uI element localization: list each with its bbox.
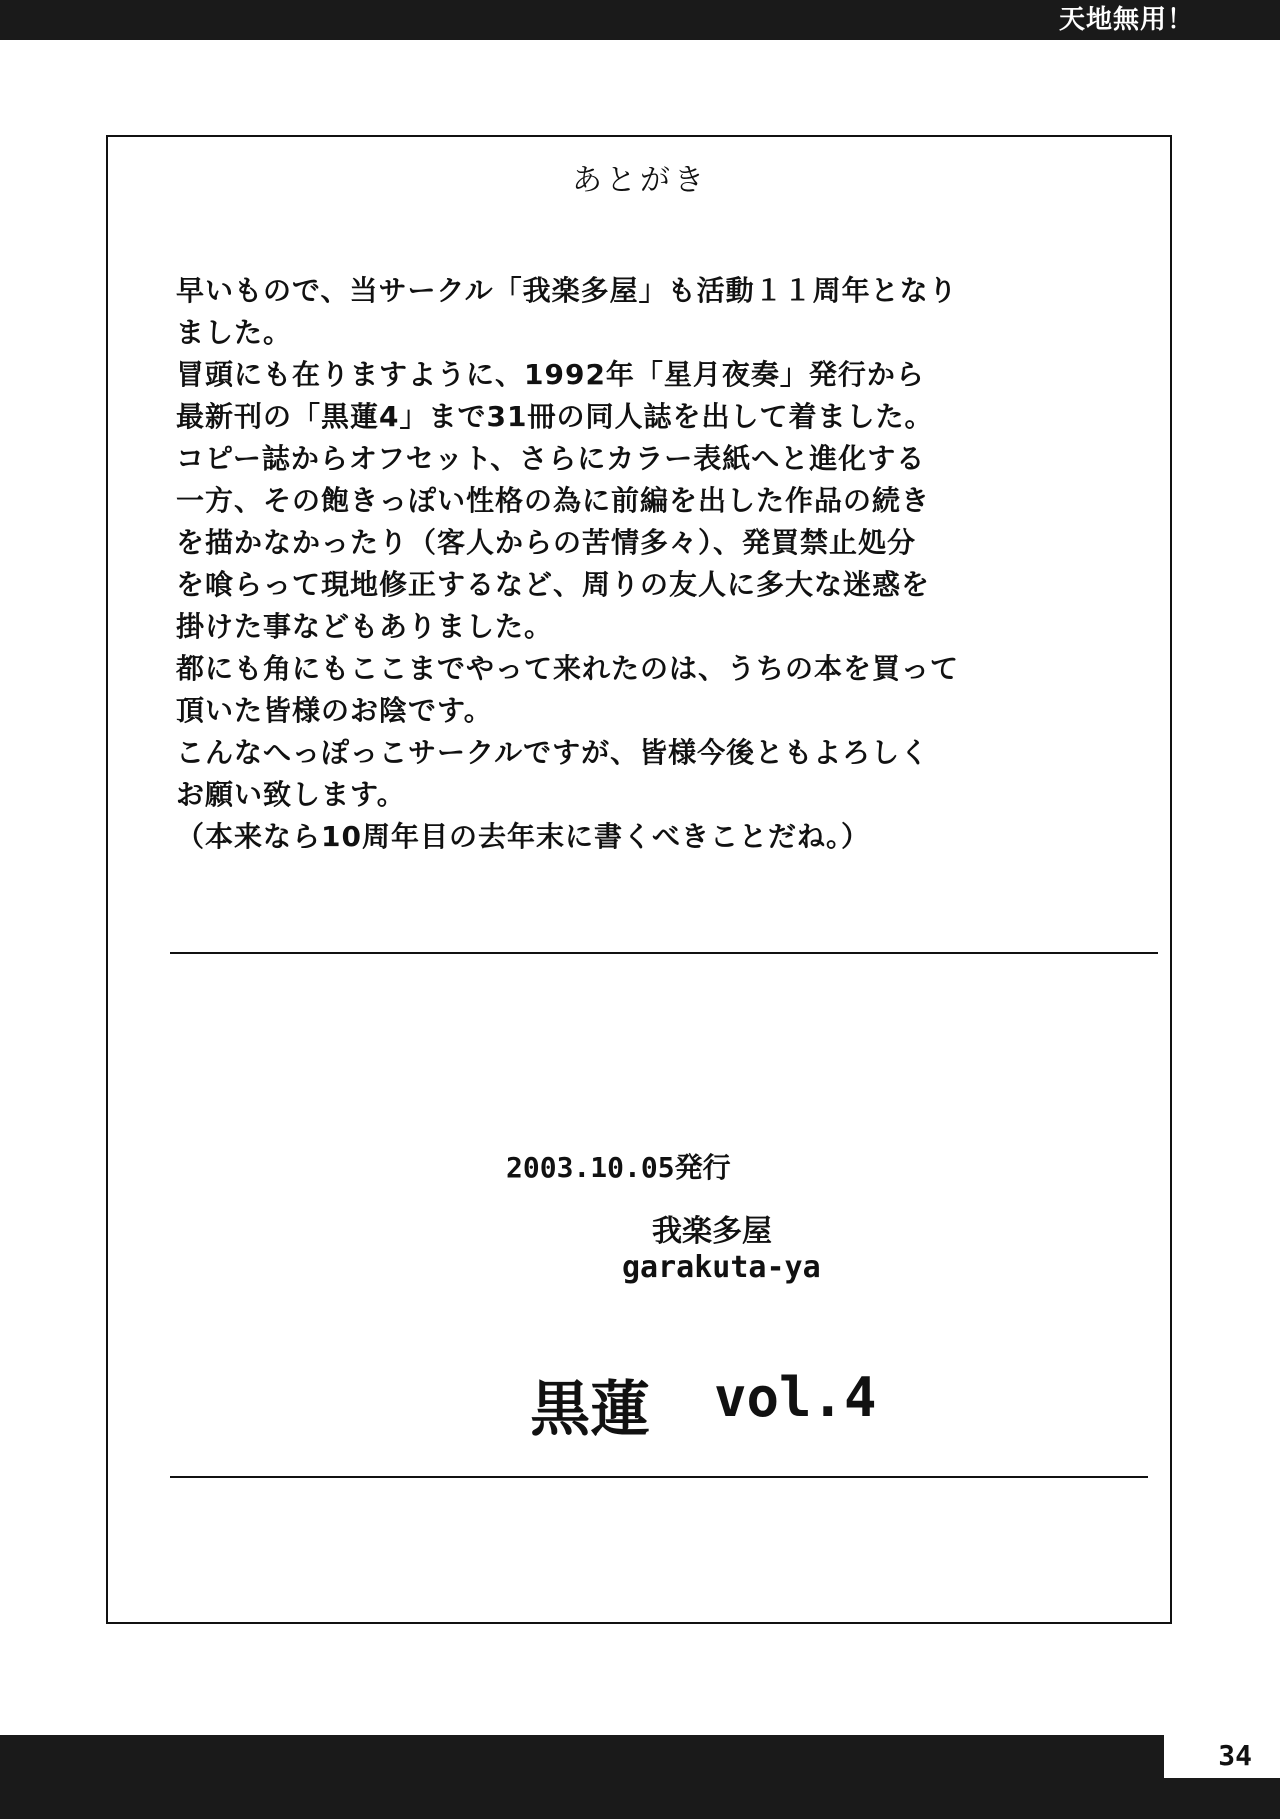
- afterword-heading: あとがき: [572, 163, 708, 198]
- section-divider: [170, 952, 1158, 954]
- afterword-line: を描かなかったり（客人からの苦情多々）、発買禁止処分: [176, 526, 917, 559]
- book-title: 黒蓮: [530, 1375, 650, 1445]
- page-number: 34: [1218, 1739, 1252, 1772]
- circle-romaji: garakuta-ya: [622, 1250, 821, 1285]
- publish-date: 2003.10.05発行: [506, 1151, 731, 1184]
- circle-name: 我楽多屋: [652, 1214, 772, 1249]
- afterword-line: 頂いた皆様のお陰です。: [176, 694, 493, 727]
- afterword-line: 最新刊の「黒蓮4」まで31冊の同人誌を出して着ました。: [176, 400, 934, 433]
- afterword-line: こんなへっぽっこサークルですが、皆様今後ともよろしく: [176, 736, 930, 769]
- footer-bar: [0, 1735, 1280, 1819]
- afterword-line: 一方、その飽きっぽい性格の為に前編を出した作品の続き: [176, 484, 931, 517]
- book-volume: vol.4: [714, 1366, 877, 1429]
- afterword-line: 掛けた事などもありました。: [176, 610, 554, 643]
- afterword-line: 早いもので、当サークル「我楽多屋」も活動１１周年となり: [176, 274, 958, 307]
- afterword-line: 冒頭にも在りますように、1992年「星月夜奏」発行から: [176, 358, 925, 391]
- afterword-line: （本来なら10周年目の去年末に書くべきことだね。）: [176, 820, 870, 853]
- afterword-line: 都にも角にもここまでやって来れたのは、うちの本を買って: [176, 652, 960, 685]
- afterword-line: お願い致します。: [176, 778, 406, 811]
- afterword-line: コピー誌からオフセット、さらにカラー表紙へと進化する: [176, 442, 926, 475]
- header-title: 天地無用！: [1058, 5, 1194, 35]
- afterword-body: [176, 270, 1136, 858]
- afterword-line: ました。: [176, 316, 293, 349]
- afterword-line: を喰らって現地修正するなど、周りの友人に多大な迷惑を: [176, 568, 931, 601]
- bottom-divider: [170, 1476, 1148, 1478]
